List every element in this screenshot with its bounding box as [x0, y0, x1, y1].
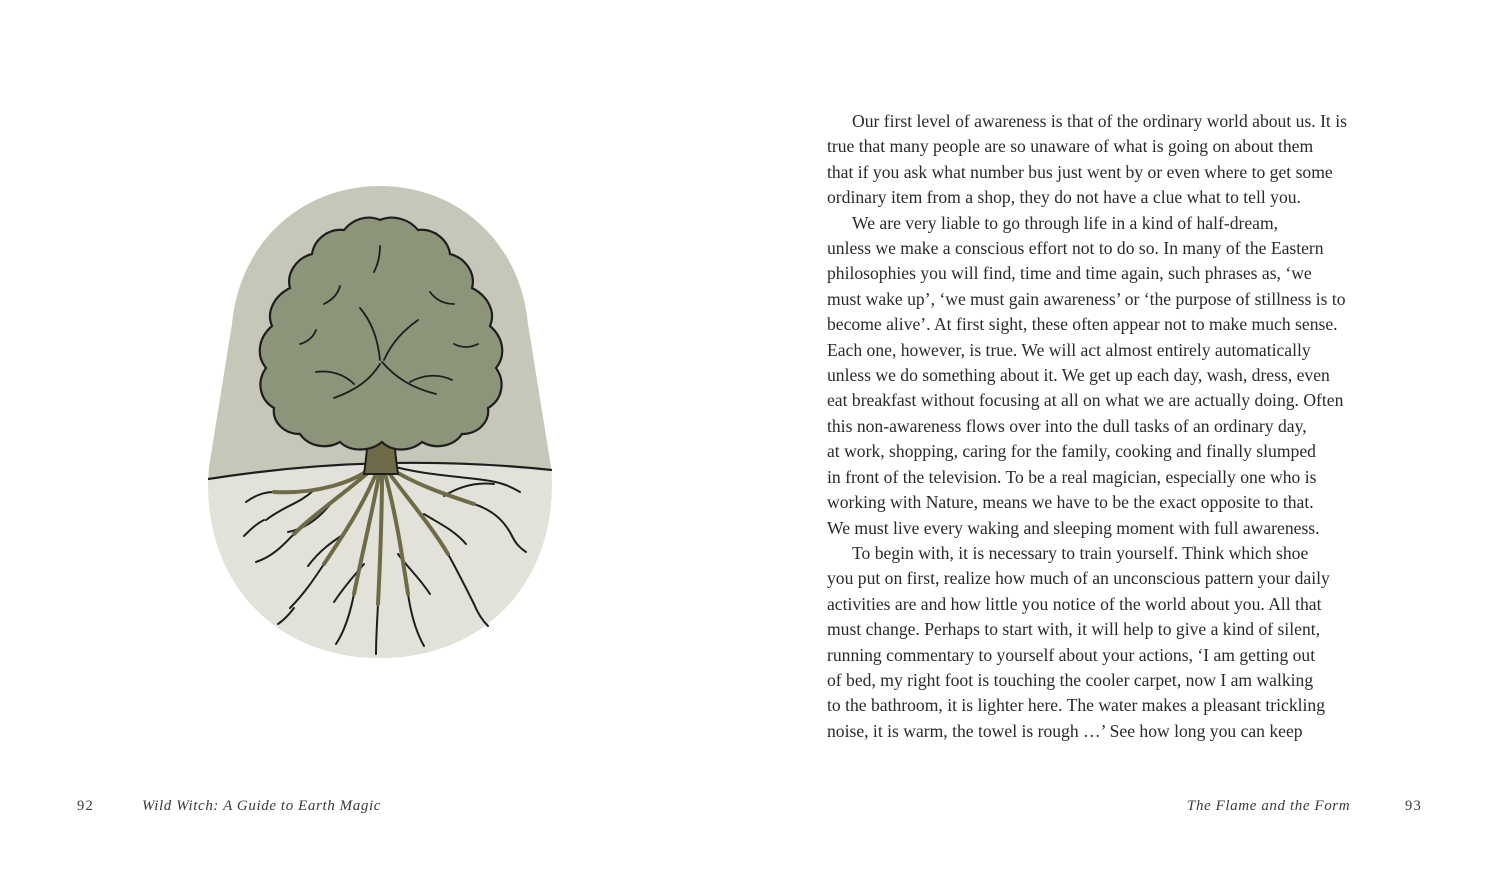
- text-line: of bed, my right foot is touching the cooler carpet, now I am walking: [827, 669, 1314, 690]
- text-line: running commentary to yourself about your actions, ‘I am getting out: [827, 644, 1316, 665]
- text-line: We must live every waking and sleeping moment with full awareness.: [827, 517, 1320, 538]
- text-line: unless we do something about it. We get up each day, wash, dress, even: [827, 365, 1330, 386]
- tree-with-roots-icon: [204, 184, 556, 660]
- running-head: The Flame and the Form: [1187, 798, 1351, 814]
- page-number: 93: [1405, 798, 1422, 814]
- text-line: To begin with, it is necessary to train yourself. Think which shoe: [852, 542, 1309, 563]
- text-line: this non-awareness flows over into the dull tasks of an ordinary day,: [827, 415, 1307, 436]
- text-line: unless we make a conscious effort not to do so. In many of the Eastern: [827, 238, 1324, 259]
- text-line: We are very liable to go through life in a kind of half-dream,: [852, 212, 1279, 233]
- right-page: [750, 0, 1500, 878]
- body-text: [827, 109, 1427, 744]
- text-line: true that many people are so unaware of what is going on about them: [827, 136, 1314, 157]
- text-line: must change. Perhaps to start with, it will help to give a kind of silent,: [827, 619, 1321, 640]
- text-line: ordinary item from a shop, they do not have a clue what to tell you.: [827, 187, 1301, 208]
- text-line: become alive’. At first sight, these often appear not to make much sense.: [827, 314, 1338, 335]
- text-line: Each one, however, is true. We will act almost entirely automatically: [827, 339, 1311, 360]
- text-line: noise, it is warm, the towel is rough …’ See how long you can keep: [827, 720, 1303, 741]
- text-line: must wake up’, ‘we must gain awareness’ or ‘the purpose of stillness is to: [827, 288, 1346, 309]
- text-line: Our first level of awareness is that of the ordinary world about us. It is: [852, 111, 1347, 131]
- text-line: to the bathroom, it is lighter here. The water makes a pleasant trickling: [827, 695, 1326, 716]
- text-line: eat breakfast without focusing at all on what we are actually doing. Often: [827, 390, 1344, 411]
- text-line: in front of the television. To be a real magician, especially one who is: [827, 466, 1317, 487]
- running-head: Wild Witch: A Guide to Earth Magic: [142, 798, 381, 814]
- text-line: at work, shopping, caring for the family, cooking and finally slumped: [827, 441, 1316, 462]
- text-line: that if you ask what number bus just went by or even where to get some: [827, 161, 1333, 182]
- text-line: philosophies you will find, time and time again, such phrases as, ‘we: [827, 263, 1312, 284]
- text-line: activities are and how little you notice of the world about you. All that: [827, 593, 1322, 614]
- page-number: 92: [77, 798, 94, 814]
- text-line: you put on first, realize how much of an unconscious pattern your daily: [827, 568, 1330, 589]
- text-line: working with Nature, means we have to be the exact opposite to that.: [827, 492, 1314, 513]
